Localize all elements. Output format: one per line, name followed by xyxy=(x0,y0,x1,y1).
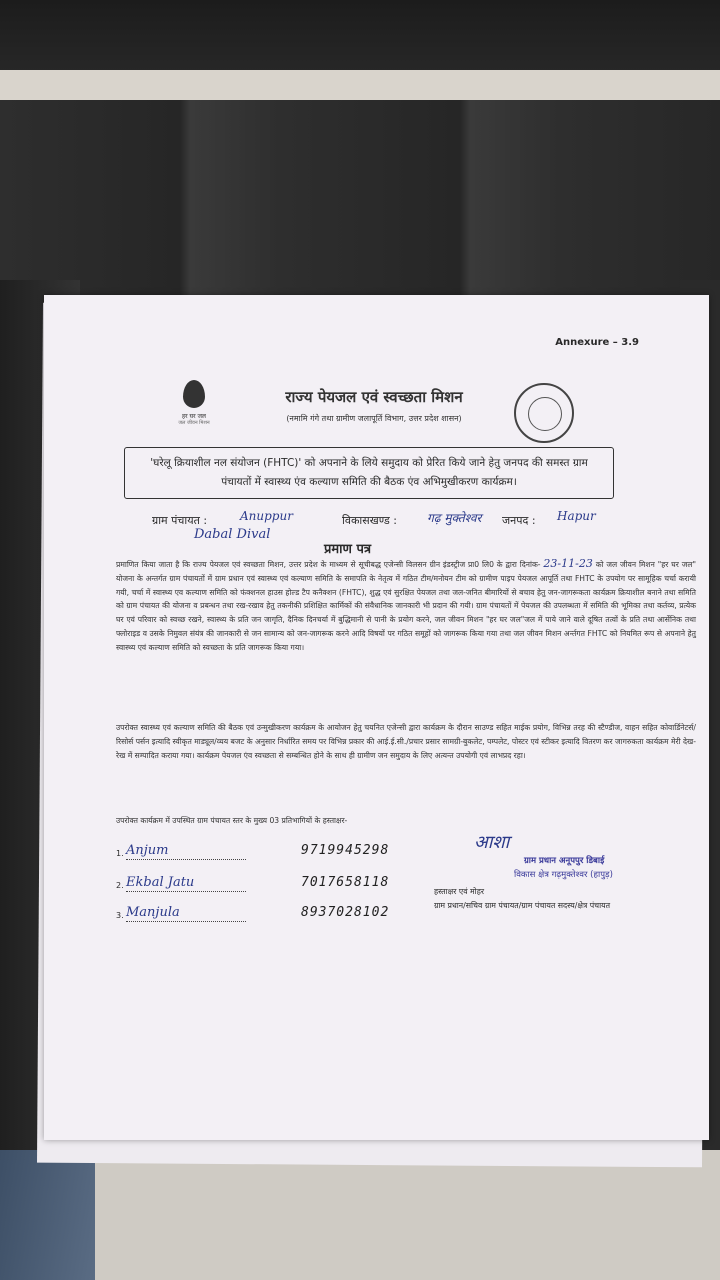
participant-signature: Anjum xyxy=(126,843,246,860)
pradhan-signature: आशा xyxy=(474,832,510,853)
vikaskhand-value: गढ़ मुक्तेश्वर xyxy=(427,511,482,525)
participant-number: 2. xyxy=(116,881,124,890)
seal-inner-ring xyxy=(528,397,562,431)
gram-panchayat-value: Anuppur xyxy=(240,509,293,523)
background-floor-bottom xyxy=(0,1150,720,1280)
participant-signature: Ekbal Jatu xyxy=(126,875,246,892)
participant-signature: Manjula xyxy=(126,905,246,922)
annexure-label: Annexure – 3.9 xyxy=(555,337,639,348)
logo-text-2: जल जीवन मिशन xyxy=(178,420,210,426)
janpad-value: Hapur xyxy=(557,509,596,523)
certificate-title: प्रमाण पत्र xyxy=(324,542,372,557)
gram-panchayat-label: ग्राम पंचायत : xyxy=(152,514,208,527)
mission-title: राज्य पेयजल एवं स्वच्छता मिशन xyxy=(285,388,463,406)
participant-number: 1. xyxy=(116,849,124,858)
background-top xyxy=(0,0,720,300)
chair-backrest xyxy=(0,100,720,300)
participant-number: 3. xyxy=(116,911,124,920)
location-fields xyxy=(152,509,652,528)
background-jeans xyxy=(0,1150,95,1280)
participant-phone: 8937028102 xyxy=(301,905,390,920)
signatory-role-line-1: हस्ताक्षर एवं मोहर xyxy=(434,887,485,896)
pradhan-stamp-line-1: ग्राम प्रधान अनूपपुर डिबाई xyxy=(524,856,605,866)
handwritten-village-name: Dabal Dival xyxy=(194,527,271,542)
program-date: 23-11-23 xyxy=(543,557,593,570)
para1-after-date: को जल जीवन मिशन "हर घर जल" योजना के अन्तर्गत ग्राम पंचायतों में ग्राम प्रधान एवं स्वास्थ्य एवं कल्याण समिति के समापति के नेतृत्व में गठित टीम/मनोयन टीम को ग्रामीण पाइप पेयजल आपूर्ति तथा FHTC के उपयोग पर सामूहिक चर्चा करायी गयी, चर्चा में स्वास्थ्य एव कल्याण समिति को फंक्शनल हाउस होल्ड टैप कनैक्शन (FHTC), शुद्ध एवं सुरक्षित पेयजल तथा जल-जनित बीमारियों से बचाव हेतु जन-जागरूकता कार्यक्रम क्रियाशील बनाने तथा समिति को ग्राम पंचायत की योजना व प्रबन्धन तथा रख-रखाव हेतु तकनीकी प्रशिक्षित कार्मिकों की संवैधानिक जानकारी भी प्रदान की गयी। ग्राम पंचायतों में पेयजल की उपलब्धता में समिति की भूमिका तथा कर्तव्य, प्रत्येक घर एवं परिवार को स्वच्छ रखने, स्वास्थ्य के प्रति जन जागृति, दैनिक दिनचर्या में बुद्धिमानी से पानी के प्रयोग करने, जल जीवन मिशन "हर घर जल"जल में पाये जाने वाले दूषित तत्वों के प्रति तथा आर्सेनिक तथा फ्लोराइड व उसके निमुवल संयंत्र की जानकारी से जन सामान्य को जन-जागरूक करने आदि विषयों पर गठित समूहों को जागरूक किया गया तथा जल जीवन मिशन अर्न्तगत FHTC को नियमित रूप से अपनाने हेतु स्वास्थ्य एवं कल्याण समिति को स्वच्छता के प्रति जागरूक किया गया। xyxy=(116,560,696,652)
mission-subtitle: (नमामि गंगे तथा ग्रामीण जलापूर्ति विभाग, उत्तर प्रदेश शासन) xyxy=(286,414,462,423)
janpad-label: जनपद : xyxy=(502,514,536,527)
certificate-paragraph-1 xyxy=(116,557,696,655)
logo-text-1: हर घर जल xyxy=(182,413,206,420)
vikaskhand-label: विकासखण्ड : xyxy=(342,514,398,527)
participant-phone: 7017658118 xyxy=(301,875,390,890)
up-government-seal-icon xyxy=(514,383,574,443)
signatory-role-line-2: ग्राम प्रधान/सचिव ग्राम पंचायत/ग्राम पंचायत सदस्य/क्षेत्र पंचायत xyxy=(434,901,611,910)
participants-heading: उपरोक्त कार्यक्रम में उपस्थित ग्राम पंचायत स्तर के मुख्य 03 प्रतिभागियों के हस्ताक्षर- xyxy=(116,816,348,825)
para1-before-date: प्रमाणित किया जाता है कि राज्य पेयजल एवं स्वच्छता मिशन, उत्तर प्रदेश के माध्यम से सूचीबद्ध एजेन्सी विलसन ग्रीन इंडस्ट्रीज प्रा0 लि0 के द्वारा दिनांक- xyxy=(116,560,541,569)
program-title-box: 'घरेलू क्रियाशील नल संयोजन (FHTC)' को अपनाने के लिये समुदाय को प्रेरित किये जाने हेतु जनपद की समस्त ग्राम पंचायतों में स्वास्थ्य एंव कल्याण समिति की बैठक एंव अभिमुखीकरण कार्यक्रम। xyxy=(124,447,614,499)
pradhan-stamp-line-2: विकास क्षेत्र गढ़मुक्तेश्वर (हापुड़) xyxy=(514,870,613,880)
document-sheet xyxy=(44,295,709,1140)
water-drop-icon xyxy=(183,380,205,408)
certificate-paragraph-2: उपरोक्त स्वास्थ्य एवं कल्याण समिति की बैठक एवं उन्मुखीकरण कार्यक्रम के आयोजन हेतु चयनित एजेन्सी द्वारा कार्यक्रम के दौरान साउण्ड सहित माईक प्रयोग, विभिन्न तरह की स्टैण्डीज, वाहन सहित कोवार्डिनेटर्स/रिसोर्स पर्सन इत्यादि स्वीकृत माड्यूल/व्यय बजट के अनुसार निर्धारित समय पर विभिन्न प्रकार की आई.ई.सी./प्रचार प्रसार सामग्री-बुकलेट, पम्पलेट, पोस्टर एवं स्टीकर इत्यादि वितरण कर जागरुकता कार्यक्रम मेरी देख-रेख में सम्पादित कराया गया। कार्यक्रम पेयजल एंव स्वच्छता से सम्बन्धित होने के साथ ही ग्रामीण जन समुदाय के लिए अत्यन्त उपयोगी एवं लाभप्रद रहा। xyxy=(116,723,696,760)
participant-phone: 9719945298 xyxy=(301,843,390,858)
har-ghar-jal-logo xyxy=(164,380,224,426)
